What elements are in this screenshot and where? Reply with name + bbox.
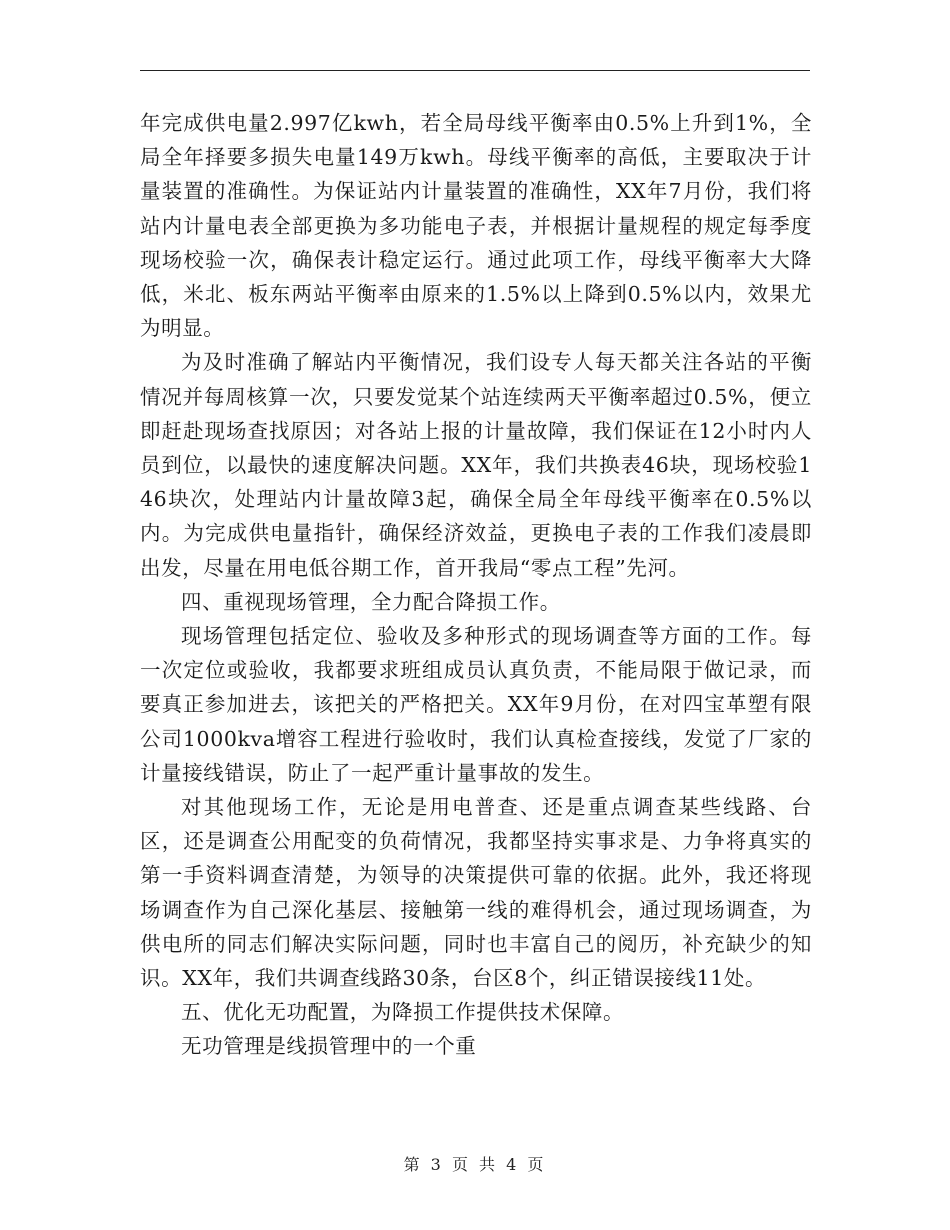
section-heading-4: 四、重视现场管理，全力配合降损工作。: [181, 589, 561, 614]
paragraph-3: 现场管理包括定位、验收及多种形式的现场调查等方面的工作。每一次定位或验收，我都要求班组成员认真负责，不能局限于做记录，而要真正参加进去，该把关的严格把关。XX年9月份，在对四宝革塑有限公司1000kva增容工程进行验收时，我们认真检查接线，发觉了厂家的计量接线错误，防止了一起严重计量事故的发生。: [140, 624, 812, 785]
paragraph-5: 无功管理是线损管理中的一个重: [181, 1034, 477, 1059]
section-heading-5: 五、优化无功配置，为降损工作提供技术保障。: [181, 1000, 625, 1025]
document-body: [140, 106, 812, 1064]
page-number: 第 3 页 共 4 页: [403, 1155, 547, 1174]
paragraph-1: 年完成供电量2.997亿kwh，若全局母线平衡率由0.5%上升到1%，全局全年择要多损失电量149万kwh。母线平衡率的高低，主要取决于计量装置的准确性。为保证站内计量装置的准确性，XX年7月份，我们将站内计量电表全部更换为多功能电子表，并根据计量规程的规定每季度现场校验一次，确保表计稳定运行。通过此项工作，母线平衡率大大降低，米北、板东两站平衡率由原来的1.5%以上降到0.5%以内，效果尤为明显。: [140, 111, 812, 341]
header-rule: [140, 70, 810, 71]
paragraph-2: 为及时准确了解站内平衡情况，我们设专人每天都关注各站的平衡情况并每周核算一次，只要发觉某个站连续两天平衡率超过0.5%，便立即赶赴现场查找原因；对各站上报的计量故障，我们保证在12小时内人员到位，以最快的速度解决问题。XX年，我们共换表46块，现场校验146块次，处理站内计量故障3起，确保全局全年母线平衡率在0.5%以内。为完成供电量指针，确保经济效益，更换电子表的工作我们凌晨即出发，尽量在用电低谷期工作，首开我局“零点工程”先河。: [140, 350, 812, 580]
paragraph-4: 对其他现场工作，无论是用电普查、还是重点调查某些线路、台区，还是调查公用配变的负荷情况，我都坚持实事求是、力争将真实的第一手资料调查清楚，为领导的决策提供可靠的依据。此外，我还将现场调查作为自己深化基层、接触第一线的难得机会，通过现场调查，为供电所的同志们解决实际问题，同时也丰富自己的阅历，补充缺少的知识。XX年，我们共调查线路30条，台区8个，纠正错误接线11处。: [140, 795, 812, 991]
